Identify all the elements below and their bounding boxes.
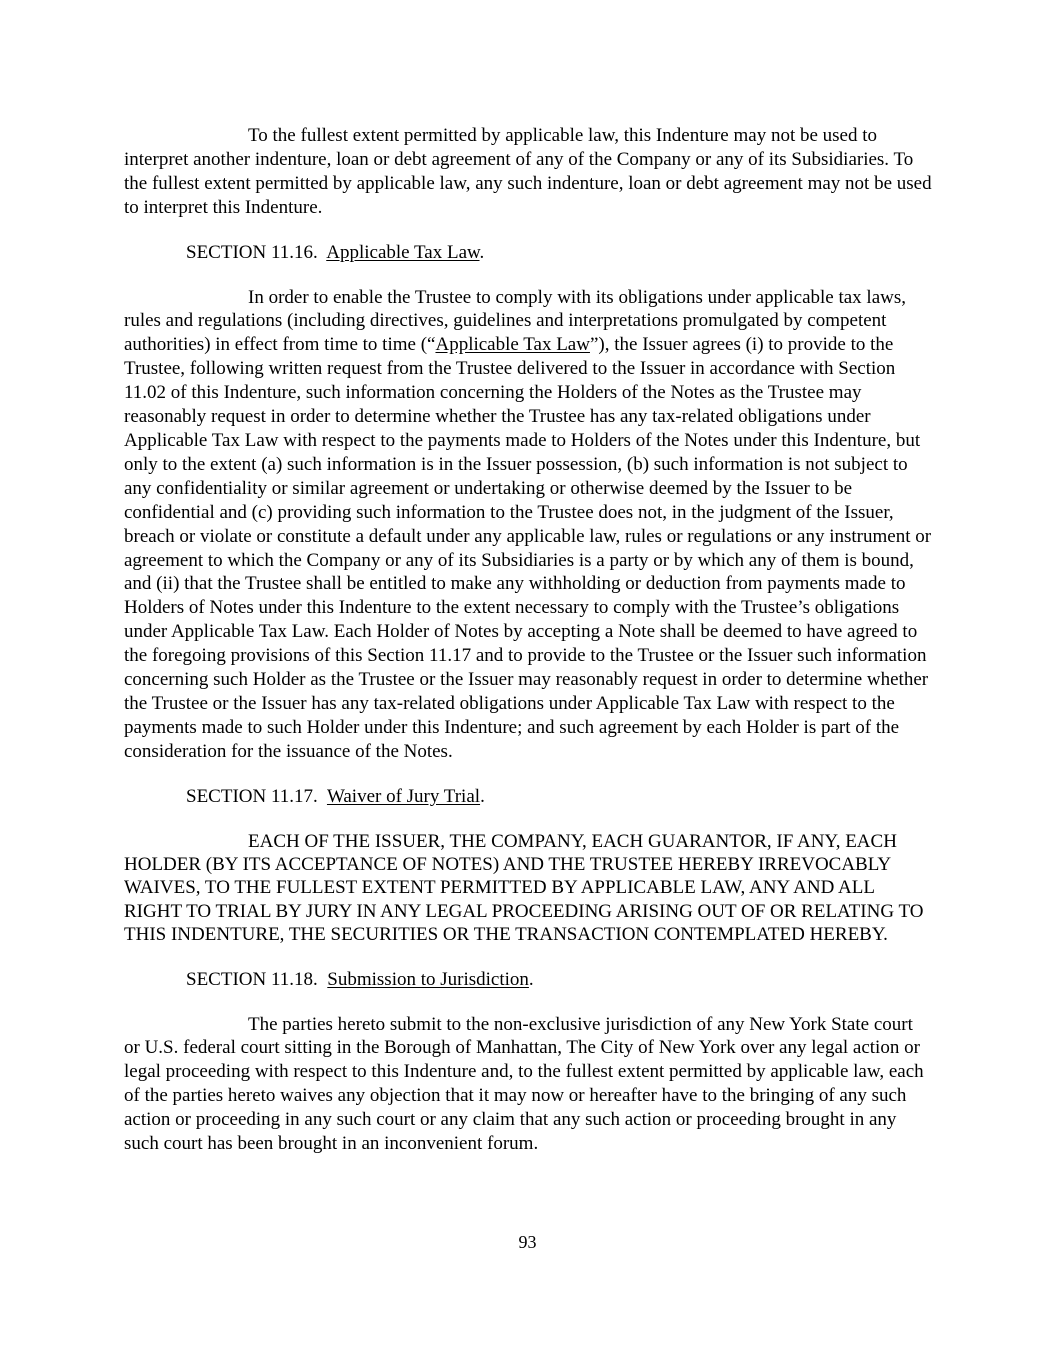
section-title: Waiver of Jury Trial	[326, 785, 481, 807]
section-number: SECTION 11.16.	[186, 241, 318, 263]
section-title: Submission to Jurisdiction	[327, 968, 529, 990]
paragraph-jurisdiction: The parties hereto submit to the non-exclusive jurisdiction of any New York State court or U.S. federal court sitting in the Borough of Manhattan, The City of New York over any legal action or legal proceeding with respect to this Indenture and, to the fullest extent permitted by applicable law, each of the parties hereto waives any objection that it may now or hereafter have to the bringing of any such action or proceeding in any such court or any claim that any such action or proceeding brought in any such court has been brought in an inconvenient forum.	[124, 1013, 924, 1155]
defined-term: Applicable Tax Law	[435, 334, 590, 356]
paragraph-interpretation: To the fullest extent permitted by applicable law, this Indenture may not be used to interpret another indenture, loan or debt agreement of any of the Company or any of its Subsidiaries. To the fullest extent permitted by applicable law, any such indenture, loan or debt agreement may not be used to interpret this Indenture.	[124, 125, 932, 218]
section-heading-11-18	[186, 968, 932, 992]
page-number: 93	[518, 1232, 537, 1252]
paragraph-jury-waiver: EACH OF THE ISSUER, THE COMPANY, EACH GUARANTOR, IF ANY, EACH HOLDER (BY ITS ACCEPTANCE OF NOTES) AND THE TRUSTEE HEREBY IRREVOCABLY WAIVES, TO THE FULLEST EXTENT PERMITTED BY APPLICABLE LAW, ANY AND ALL RIGHT TO TRIAL BY JURY IN ANY LEGAL PROCEEDING ARISING OUT OF OR RELATING TO THIS INDENTURE, THE SECURITIES OR THE TRANSACTION CONTEMPLATED HEREBY.	[124, 830, 924, 946]
paragraph-text-after: ”), the Issuer agrees (i) to provide to the Trustee, following written request from the Trustee delivered to the Issuer in accordance with Section 11.02 of this Indenture, such information concerning the Holders of the Notes as the Trustee may reasonably request in order to determine whether the Trustee has any tax-related obligations under Applicable Tax Law with respect to the payments made to Holders of the Notes under this Indenture, but only to the extent (a) such information is in the Issuer possession, (b) such information is not subject to any confidentiality or similar agreement or undertaking or otherwise deemed by the Issuer to be confidential and (c) providing such information to the Trustee does not, in the judgment of the Issuer, breach or violate or constitute a default under any applicable law, rules or regulations or any instrument or agreement to which the Company or any of its Subsidiaries is a party or by which any of them is bound, and (ii) that the Trustee shall be entitled to make any withholding or deduction from payments made to Holders of Notes under this Indenture to the extent necessary to comply with the Trustee’s obligations under Applicable Tax Law. Each Holder of Notes by accepting a Note shall be deemed to have agreed to the foregoing provisions of this Section 11.17 and to provide to the Trustee or the Issuer such information concerning such Holder as the Trustee or the Issuer may reasonably request in order to determine whether the Trustee or the Issuer has any tax-related obligations under Applicable Tax Law with respect to the payments made to such Holder under this Indenture; and such agreement by each Holder is part of the consideration for the issuance of the Notes.	[124, 334, 932, 762]
heading-period: .	[479, 241, 485, 263]
paragraph-text-before: In order to enable the Trustee to comply with its obligations under applicable tax laws, rules and regulations (including directives, guidelines and interpretations promulgated by competent authorities) in effect from time to time (“	[124, 286, 907, 356]
section-heading-11-17	[186, 785, 932, 809]
section-number: SECTION 11.18.	[186, 968, 318, 990]
section-number: SECTION 11.17.	[186, 785, 318, 807]
paragraph-applicable-tax-law	[124, 286, 932, 764]
section-title: Applicable Tax Law	[326, 241, 480, 263]
page-content	[124, 124, 932, 1156]
heading-period: .	[480, 785, 485, 807]
section-heading-11-16	[186, 241, 932, 265]
heading-period: .	[528, 968, 534, 990]
